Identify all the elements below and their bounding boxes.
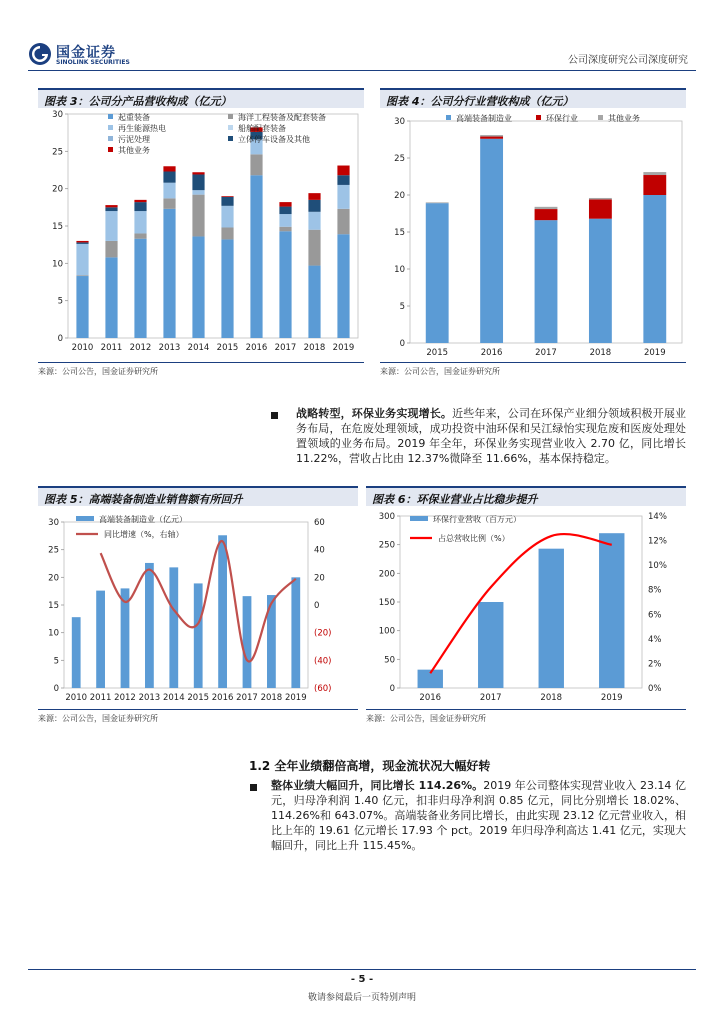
y-tick-label: 10 xyxy=(48,628,59,639)
x-tick-label: 2013 xyxy=(158,343,181,353)
bar-segment xyxy=(599,533,624,688)
bar-segment xyxy=(308,200,320,212)
legend-label: 其他业务 xyxy=(608,114,640,123)
y2-tick-label: 10% xyxy=(648,561,667,572)
bar-segment xyxy=(163,183,175,199)
bar-segment xyxy=(134,211,146,233)
bar-segment xyxy=(643,175,666,195)
chart5 xyxy=(38,508,358,706)
x-tick-label: 2010 xyxy=(71,343,94,353)
y-tick-label: 25 xyxy=(52,147,63,158)
y2-tick-label: 2% xyxy=(648,659,662,670)
bar-segment xyxy=(535,207,558,209)
chart5-title: 图表 5：高端装备制造业销售额有所回升 xyxy=(38,486,358,506)
paragraph-lead: 战略转型，环保业务实现增长。 xyxy=(296,407,453,420)
x-tick-label: 2015 xyxy=(426,348,449,358)
legend-label: 立体停车设备及其他 xyxy=(238,135,310,144)
bar-segment xyxy=(145,563,154,688)
paragraph-body: 2019 年公司整体实现营业收入 23.14 亿元，归母净利润 1.40 亿元，扣非归母净利润 0.85 亿元，同比分别增长 18.02%、114.26%和 643.07%。高端装备业务同比增长，由此实现 23.12 亿元营业收入，相比上年的 19.61 亿元增长 17.93 个 pct。2019 年归母净利高达 1.41 亿元，实现大幅回升，同比上升 115.45%。 xyxy=(271,779,686,852)
bar-segment xyxy=(194,583,203,688)
y-tick-label: 100 xyxy=(378,626,395,637)
y2-tick-label: 60 xyxy=(314,518,325,528)
bar-segment xyxy=(221,196,233,197)
bar-segment xyxy=(76,244,88,275)
bar-segment xyxy=(478,602,503,688)
bar-segment xyxy=(221,227,233,239)
bar-segment xyxy=(221,197,233,206)
footer-divider xyxy=(28,969,696,970)
legend-label: 高端装备制造业 xyxy=(456,114,512,123)
x-tick-label: 2019 xyxy=(600,693,623,703)
bar-segment xyxy=(279,207,291,214)
legend-swatch xyxy=(108,125,113,130)
y2-tick-label: 20 xyxy=(314,573,325,584)
footer-disclaimer: 敬请参阅最后一页特别声明 xyxy=(307,993,416,1003)
legend-label: 起重装备 xyxy=(118,113,150,122)
x-tick-label: 2019 xyxy=(332,343,355,353)
chart5-svg xyxy=(38,508,358,706)
y-tick-label: 0 xyxy=(389,684,395,694)
section-title: 1.2 全年业绩翻倍高增，现金流状况大幅好转 xyxy=(249,759,491,773)
bar-segment xyxy=(218,535,227,688)
bar-segment xyxy=(643,195,666,343)
bar-segment xyxy=(426,202,449,203)
bar-segment xyxy=(589,199,612,218)
legend-swatch xyxy=(228,136,233,141)
y-tick-label: 0 xyxy=(53,684,59,694)
chart6 xyxy=(366,508,686,706)
x-tick-label: 2017 xyxy=(274,343,297,353)
logo-text-cn: 国金证券 xyxy=(56,45,116,61)
bar-segment xyxy=(134,233,146,238)
bar-segment xyxy=(192,172,204,174)
bar-segment xyxy=(291,577,300,688)
header-divider xyxy=(28,70,696,71)
chart6-title: 图表 6：环保业营业占比稳步提升 xyxy=(366,486,686,506)
x-tick-label: 2018 xyxy=(540,693,563,703)
bar-segment xyxy=(279,227,291,231)
y-tick-label: 200 xyxy=(378,569,395,580)
y-tick-label: 150 xyxy=(378,598,395,608)
y2-tick-label: 6% xyxy=(648,610,662,621)
y-tick-label: 5 xyxy=(399,302,405,312)
legend-swatch xyxy=(536,115,541,120)
legend-swatch xyxy=(76,516,94,521)
paragraph-body: 近些年来，公司在环保产业细分领域积极开展业务布局，在危废处理领域，成功投资中油环保和吴江绿怡实现危废和医废处理处置领域的业务布局。2019 年全年，环保业务实现营业收入 2.70 亿，同比增长 11.22%，营收占比由 12.37%微降至 11.66%，基本保持稳定。 xyxy=(296,407,687,465)
bar-segment xyxy=(337,185,349,209)
y-tick-label: 30 xyxy=(394,117,405,127)
y2-tick-label: 40 xyxy=(314,545,325,556)
bar-segment xyxy=(105,211,117,241)
y2-tick-label: (40) xyxy=(314,656,332,667)
x-tick-label: 2018 xyxy=(303,343,326,353)
bar-segment xyxy=(279,231,291,338)
bar-segment xyxy=(250,154,262,175)
logo-text-en: SINOLINK SECURITIES xyxy=(56,59,130,66)
x-tick-label: 2018 xyxy=(589,348,612,358)
y-tick-label: 25 xyxy=(394,154,405,164)
x-tick-label: 2014 xyxy=(187,343,210,353)
y-tick-label: 10 xyxy=(394,265,405,275)
bar-segment xyxy=(535,220,558,343)
bar-segment xyxy=(163,166,175,171)
chart6-source: 来源：公司公告，国金证券研究所 xyxy=(366,709,686,724)
y-tick-label: 10 xyxy=(52,259,63,270)
x-tick-label: 2019 xyxy=(643,348,666,358)
bar-segment xyxy=(76,276,88,338)
bar-segment xyxy=(105,241,117,257)
legend-swatch xyxy=(446,115,451,120)
bar-segment xyxy=(426,203,449,343)
bar-segment xyxy=(76,275,88,276)
bar-segment xyxy=(121,588,130,688)
bar-segment xyxy=(134,202,146,211)
legend-label: 环保行业 xyxy=(546,114,578,123)
bar-segment xyxy=(134,239,146,338)
legend-label: 其他业务 xyxy=(118,146,150,155)
bar-segment xyxy=(279,202,291,206)
legend-label: 污泥处理 xyxy=(118,135,150,144)
bar-segment xyxy=(250,175,262,338)
x-tick-label: 2012 xyxy=(114,693,136,703)
bar-segment xyxy=(163,171,175,182)
legend-label: 海洋工程装备及配套装备 xyxy=(238,113,326,122)
bullet-marker xyxy=(271,412,278,419)
y2-tick-label: 0% xyxy=(648,684,662,694)
bar-segment xyxy=(279,214,291,227)
legend-swatch xyxy=(108,114,113,119)
bar-segment xyxy=(105,207,117,211)
y-tick-label: 30 xyxy=(52,110,63,120)
bar-segment xyxy=(169,567,178,688)
chart4-source: 来源：公司公告，国金证券研究所 xyxy=(380,362,686,377)
legend-label: 再生能源热电 xyxy=(118,124,166,133)
y-tick-label: 15 xyxy=(52,222,63,232)
paragraph-lead: 整体业绩大幅回升，同比增长 114.26%。 xyxy=(271,779,484,792)
legend-swatch xyxy=(228,114,233,119)
y-tick-label: 0 xyxy=(399,339,405,349)
y2-tick-label: 8% xyxy=(648,585,662,596)
legend-swatch xyxy=(598,115,603,120)
series-line xyxy=(430,534,612,673)
bar-segment xyxy=(308,212,320,230)
x-tick-label: 2015 xyxy=(216,343,239,353)
bar-segment xyxy=(192,236,204,338)
x-tick-label: 2016 xyxy=(480,348,503,358)
y-tick-label: 15 xyxy=(48,601,59,611)
chart3-title: 图表 3：公司分产品营收构成（亿元） xyxy=(38,88,364,108)
bar-segment xyxy=(308,266,320,338)
company-logo xyxy=(28,42,132,68)
legend-label: 高端装备制造业（亿元） xyxy=(99,515,187,524)
chart4-svg xyxy=(380,110,686,360)
x-tick-label: 2016 xyxy=(419,693,442,703)
y2-tick-label: 14% xyxy=(648,512,667,522)
y-tick-label: 250 xyxy=(378,540,395,551)
x-tick-label: 2018 xyxy=(260,693,283,703)
bar-segment xyxy=(96,591,105,688)
x-tick-label: 2013 xyxy=(138,693,161,703)
y-tick-label: 30 xyxy=(48,518,59,528)
x-tick-label: 2016 xyxy=(211,693,234,703)
bar-segment xyxy=(589,219,612,343)
y2-tick-label: (20) xyxy=(314,628,332,639)
bar-segment xyxy=(337,166,349,176)
x-tick-label: 2019 xyxy=(284,693,307,703)
legend-swatch xyxy=(108,147,113,152)
bar-segment xyxy=(337,209,349,234)
bar-segment xyxy=(105,257,117,338)
bar-segment xyxy=(192,195,204,237)
bar-segment xyxy=(192,190,204,194)
legend-label: 同比增速（%，右轴） xyxy=(104,530,184,539)
legend-label: 环保行业营收（百万元） xyxy=(433,515,521,524)
bar-segment xyxy=(192,174,204,190)
bar-segment xyxy=(480,139,503,343)
x-tick-label: 2017 xyxy=(535,348,557,358)
chart4 xyxy=(380,110,686,360)
y-tick-label: 50 xyxy=(384,655,395,666)
legend-label: 船舶配套装备 xyxy=(238,124,286,133)
x-tick-label: 2012 xyxy=(129,343,152,353)
logo-mark-icon xyxy=(28,42,52,66)
report-type-label: 公司深度研究公司深度研究 xyxy=(568,55,688,66)
bar-segment xyxy=(221,239,233,338)
bar-segment xyxy=(163,198,175,208)
y-tick-label: 20 xyxy=(52,184,63,195)
y-tick-label: 25 xyxy=(48,545,59,556)
bar-segment xyxy=(643,172,666,175)
bar-segment xyxy=(308,230,320,266)
page-number: - 5 - xyxy=(350,974,374,985)
legend-swatch xyxy=(108,136,113,141)
bar-segment xyxy=(480,135,503,136)
bar-segment xyxy=(105,205,117,207)
paragraph-environmental xyxy=(296,406,686,466)
bar-segment xyxy=(76,242,88,243)
x-tick-label: 2017 xyxy=(236,693,258,703)
y2-tick-label: (60) xyxy=(314,684,332,694)
y-tick-label: 20 xyxy=(394,191,405,201)
x-tick-label: 2011 xyxy=(100,343,123,353)
bar-segment xyxy=(243,596,252,688)
chart3-svg xyxy=(38,110,364,360)
y-tick-label: 0 xyxy=(57,334,63,344)
chart6-svg xyxy=(366,508,686,706)
bar-segment xyxy=(539,549,564,688)
chart5-source: 来源：公司公告，国金证券研究所 xyxy=(38,709,358,724)
bar-segment xyxy=(221,206,233,228)
y-tick-label: 300 xyxy=(378,512,395,522)
chart3-source: 来源：公司公告，国金证券研究所 xyxy=(38,362,364,377)
bar-segment xyxy=(76,241,88,242)
x-tick-label: 2017 xyxy=(479,693,502,703)
bar-segment xyxy=(337,234,349,338)
paragraph-performance xyxy=(271,778,686,853)
y2-tick-label: 4% xyxy=(648,634,662,645)
bar-segment xyxy=(163,209,175,338)
y-tick-label: 15 xyxy=(394,228,405,238)
bar-segment xyxy=(308,193,320,200)
y-tick-label: 5 xyxy=(53,656,59,667)
legend-swatch xyxy=(410,516,428,521)
bullet-marker xyxy=(250,784,257,791)
bar-segment xyxy=(480,137,503,139)
bar-segment xyxy=(72,617,81,688)
y-tick-label: 5 xyxy=(57,296,63,307)
y-tick-label: 20 xyxy=(48,573,59,584)
x-tick-label: 2011 xyxy=(89,693,112,703)
y2-tick-label: 0 xyxy=(314,601,320,611)
legend-label: 占总营收比例（%） xyxy=(438,534,510,543)
y2-tick-label: 12% xyxy=(648,536,667,547)
bar-segment xyxy=(535,209,558,220)
x-tick-label: 2016 xyxy=(245,343,268,353)
x-tick-label: 2015 xyxy=(187,693,210,703)
chart3 xyxy=(38,110,364,360)
bar-segment xyxy=(134,200,146,202)
bar-segment xyxy=(589,198,612,199)
legend-swatch xyxy=(228,125,233,130)
x-tick-label: 2014 xyxy=(162,693,185,703)
chart4-title: 图表 4：公司分行业营收构成（亿元） xyxy=(380,88,686,108)
bar-segment xyxy=(337,175,349,185)
x-tick-label: 2010 xyxy=(65,693,88,703)
